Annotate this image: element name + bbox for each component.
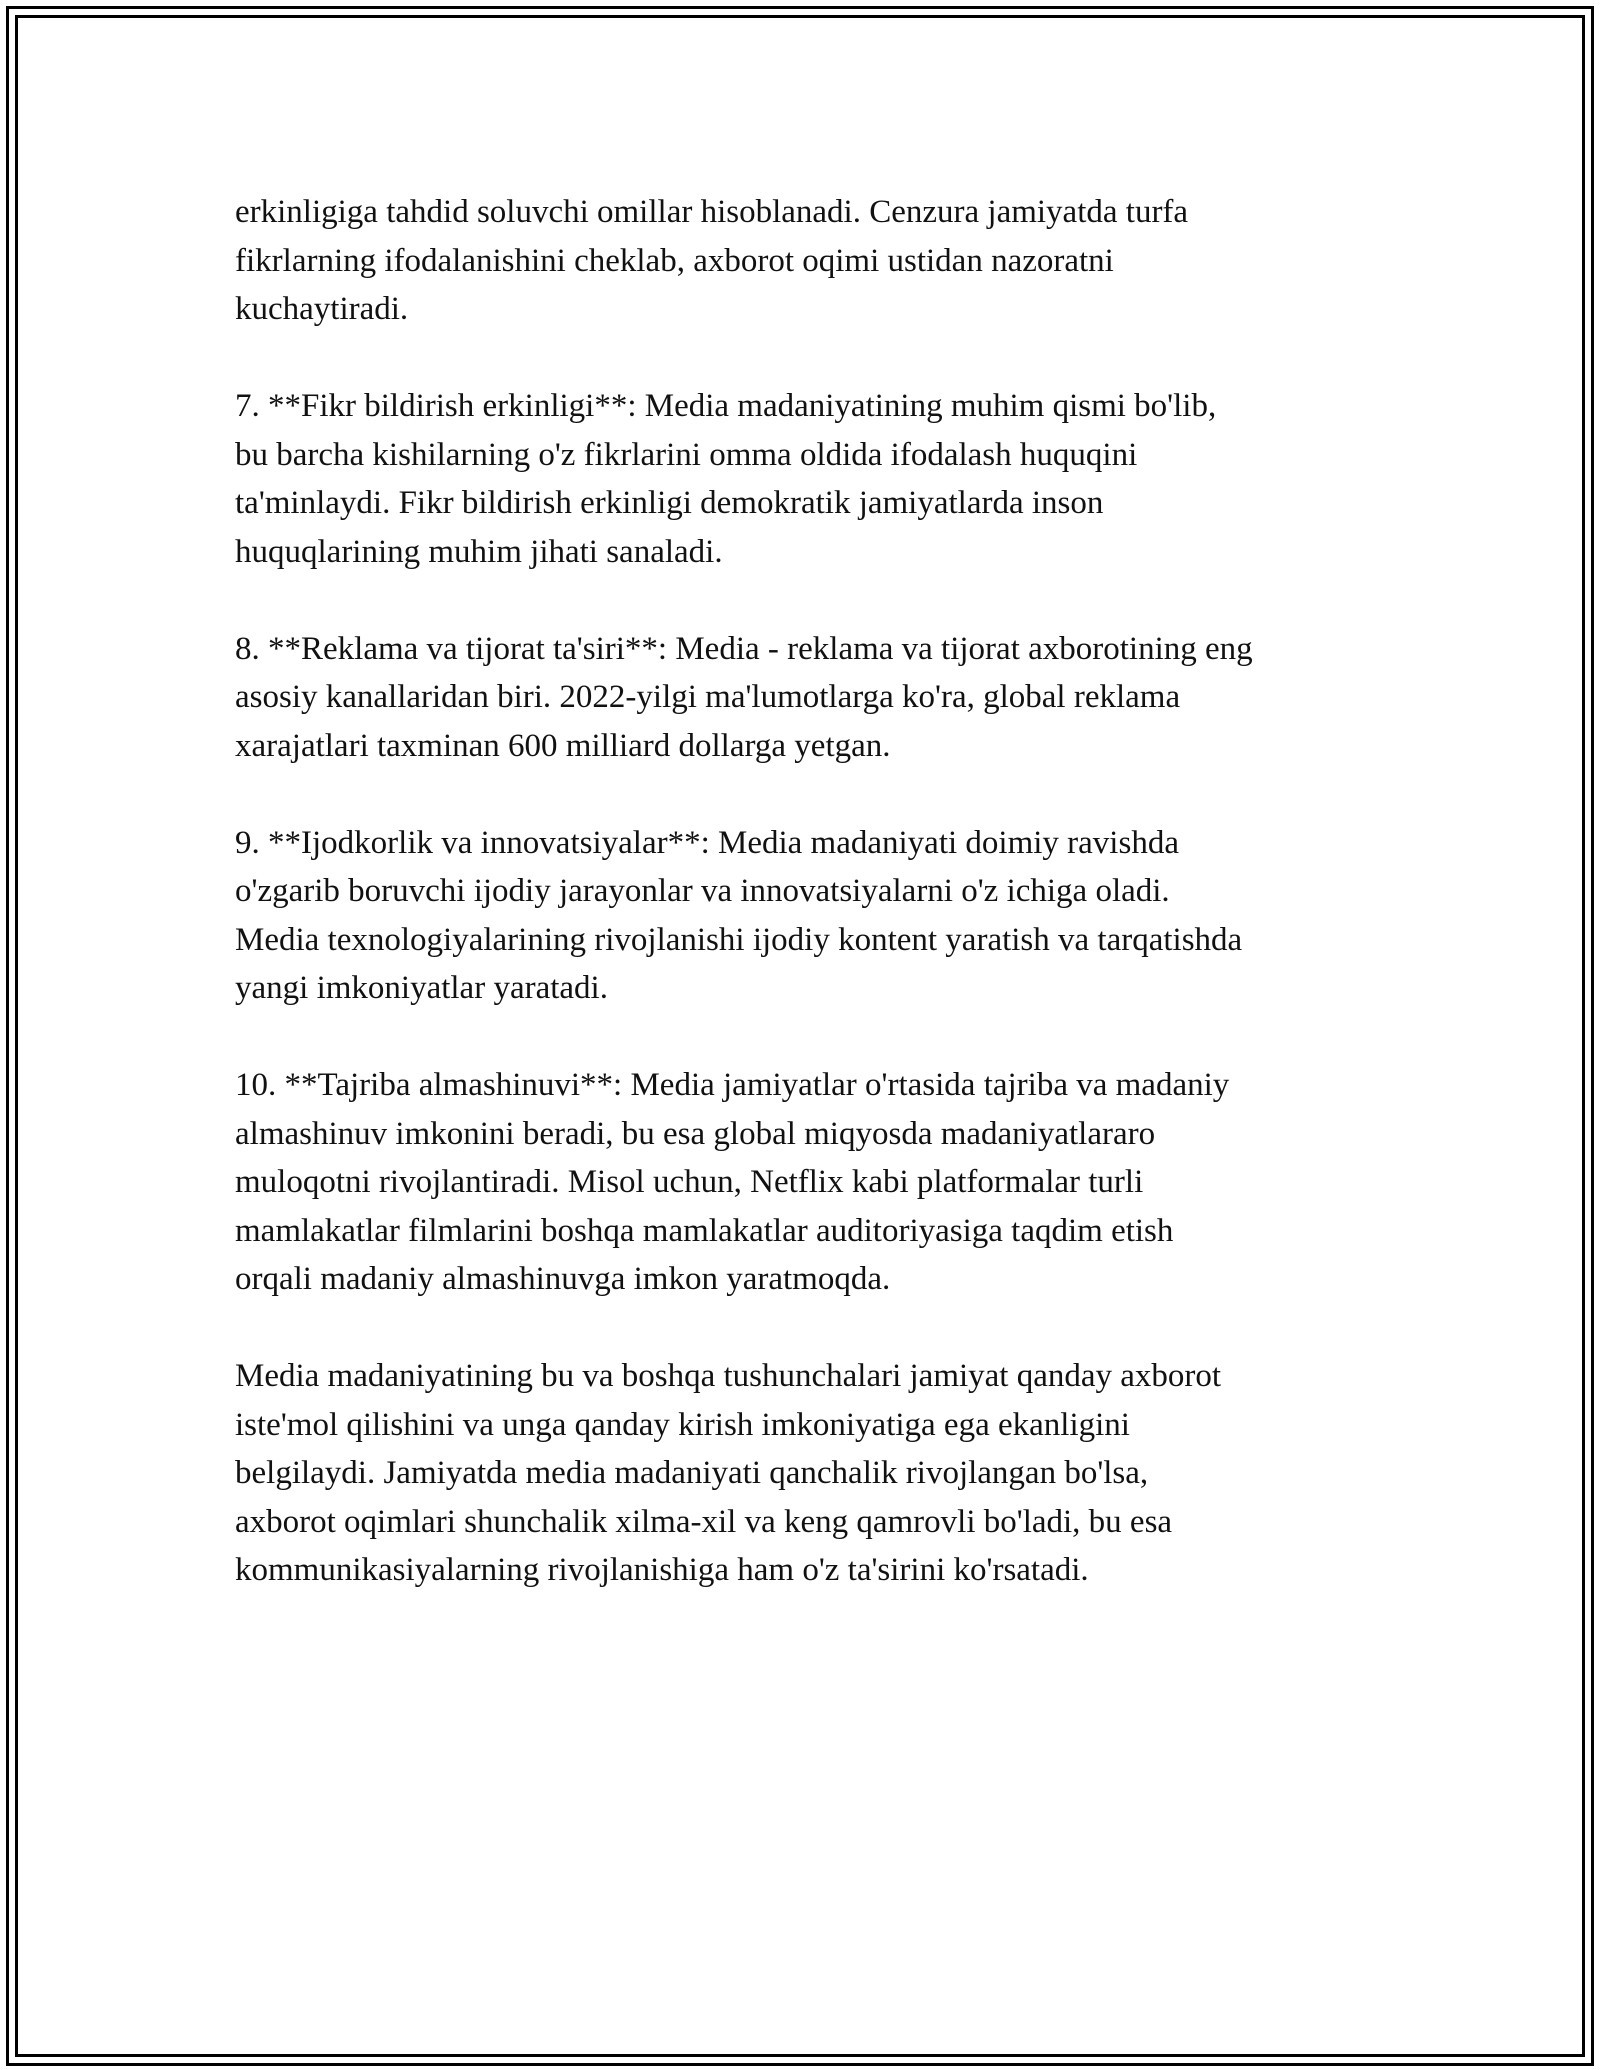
text-line: iste'mol qilishini va unga qanday kirish imkoniyatiga ega ekanligini xyxy=(235,1406,1130,1443)
text-line: kuchaytiradi. xyxy=(235,291,409,327)
text-line: 7. **Fikr bildirish erkinligi**: Media madaniyatining muhim qismi bo'lib, xyxy=(235,388,1217,424)
text-line: asosiy kanallaridan biri. 2022-yilgi ma'lumotlarga ko'ra, global reklama xyxy=(235,679,1181,715)
text-line: Media madaniyatining bu va boshqa tushunchalari jamiyat qanday axborot xyxy=(235,1358,1222,1394)
text-line: ta'minlaydi. Fikr bildirish erkinligi demokratik jamiyatlarda inson xyxy=(235,485,1104,521)
paragraph-item-10 xyxy=(235,1061,1375,1304)
paragraph-conclusion xyxy=(235,1352,1375,1595)
text-line: erkinligiga tahdid soluvchi omillar hisoblanadi. Cenzura jamiyatda turfa xyxy=(235,194,1189,230)
text-line: yangi imkoniyatlar yaratadi. xyxy=(235,970,608,1006)
paragraph-item-9 xyxy=(235,819,1375,1013)
paragraph-continuation xyxy=(235,188,1375,334)
text-line: belgilaydi. Jamiyatda media madaniyati qanchalik rivojlangan bo'lsa, xyxy=(235,1455,1149,1491)
text-line: 9. **Ijodkorlik va innovatsiyalar**: Media madaniyati doimiy ravishda xyxy=(235,824,1179,861)
document-body xyxy=(235,188,1375,1643)
paragraph-item-7 xyxy=(235,382,1375,576)
text-line: 8. **Reklama va tijorat ta'siri**: Media - reklama va tijorat axborotining eng xyxy=(235,630,1253,667)
text-line: Media texnologiyalarining rivojlanishi ijodiy kontent yaratish va tarqatishda xyxy=(235,921,1243,958)
text-line: fikrlarning ifodalanishini cheklab, axborot oqimi ustidan nazoratni xyxy=(235,242,1114,279)
text-line: kommunikasiyalarning rivojlanishiga ham o'z ta'sirini ko'rsatadi. xyxy=(235,1552,1089,1588)
text-line: muloqotni rivojlantiradi. Misol uchun, Netflix kabi platformalar turli xyxy=(235,1164,1144,1200)
text-line: o'zgarib boruvchi ijodiy jarayonlar va innovatsiyalarni o'z ichiga oladi. xyxy=(235,873,1170,909)
text-line: xarajatlari taxminan 600 milliard dollarga yetgan. xyxy=(235,727,891,764)
text-line: bu barcha kishilarning o'z fikrlarini omma oldida ifodalash huquqini xyxy=(235,436,1138,473)
paragraph-item-8 xyxy=(235,625,1375,771)
text-line: mamlakatlar filmlarini boshqa mamlakatlar auditoriyasiga taqdim etish xyxy=(235,1212,1174,1249)
text-line: axborot oqimlari shunchalik xilma-xil va keng qamrovli bo'ladi, bu esa xyxy=(235,1503,1173,1540)
text-line: 10. **Tajriba almashinuvi**: Media jamiyatlar o'rtasida tajriba va madaniy xyxy=(235,1067,1230,1103)
text-line: almashinuv imkonini beradi, bu esa global miqyosda madaniyatlararo xyxy=(235,1115,1156,1152)
text-line: huquqlarining muhim jihati sanaladi. xyxy=(235,533,723,570)
text-line: orqali madaniy almashinuvga imkon yaratmoqda. xyxy=(235,1261,891,1297)
